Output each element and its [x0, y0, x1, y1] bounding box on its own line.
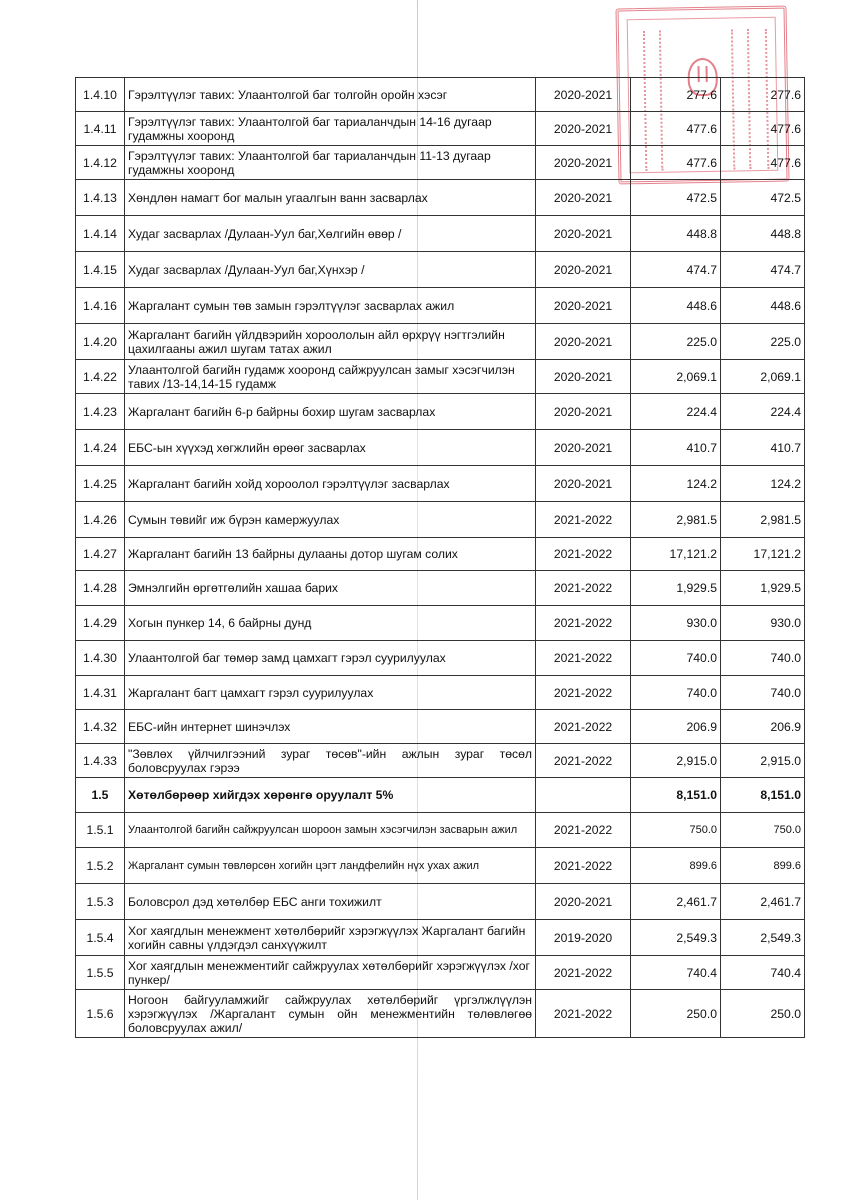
table-row [76, 180, 805, 216]
row-number: 1.5.6 [76, 990, 125, 1038]
table-row [76, 884, 805, 920]
row-amount: 472.5 [631, 180, 721, 216]
table-row [76, 216, 805, 252]
row-total: 740.0 [721, 676, 805, 710]
row-amount: 224.4 [631, 394, 721, 430]
row-description: Жаргалант багийн 6-р байрны бохир шугам засварлах [125, 394, 536, 430]
table-row [76, 112, 805, 146]
row-description: Жаргалант сумын төв замын гэрэлтүүлэг засварлах ажил [125, 288, 536, 324]
row-number: 1.4.33 [76, 744, 125, 778]
row-number: 1.4.14 [76, 216, 125, 252]
row-total: 2,461.7 [721, 884, 805, 920]
row-number: 1.5.4 [76, 920, 125, 956]
row-period: 2020-2021 [536, 360, 631, 394]
row-total: 17,121.2 [721, 538, 805, 571]
table-row [76, 813, 805, 848]
row-description: Хөтөлбөрөөр хийгдэх хөрөнгө оруулалт 5% [125, 778, 536, 813]
table-row [76, 990, 805, 1038]
row-period: 2021-2022 [536, 813, 631, 848]
row-number: 1.4.13 [76, 180, 125, 216]
row-amount: 124.2 [631, 466, 721, 502]
row-total: 410.7 [721, 430, 805, 466]
row-period: 2020-2021 [536, 252, 631, 288]
row-amount: 740.0 [631, 641, 721, 676]
row-period: 2020-2021 [536, 394, 631, 430]
row-period: 2020-2021 [536, 146, 631, 180]
row-total: 477.6 [721, 112, 805, 146]
row-description: Хогын пункер 14, 6 байрны дунд [125, 606, 536, 641]
row-total: 930.0 [721, 606, 805, 641]
table-row [76, 710, 805, 744]
row-description: Гэрэлтүүлэг тавих: Улаантолгой баг толгойн оройн хэсэг [125, 78, 536, 112]
row-amount: 477.6 [631, 146, 721, 180]
row-amount: 2,981.5 [631, 502, 721, 538]
row-total: 2,549.3 [721, 920, 805, 956]
row-description: Жаргалант сумын төвлөрсөн хогийн цэгт ландфелийн нүх ухах ажил [125, 848, 536, 884]
row-number: 1.4.32 [76, 710, 125, 744]
row-total: 477.6 [721, 146, 805, 180]
row-number: 1.4.10 [76, 78, 125, 112]
row-amount: 930.0 [631, 606, 721, 641]
row-period: 2021-2022 [536, 502, 631, 538]
row-amount: 277.6 [631, 78, 721, 112]
row-period: 2020-2021 [536, 288, 631, 324]
row-period: 2019-2020 [536, 920, 631, 956]
row-period: 2020-2021 [536, 216, 631, 252]
row-number: 1.4.25 [76, 466, 125, 502]
row-number: 1.4.27 [76, 538, 125, 571]
row-total: 899.6 [721, 848, 805, 884]
row-amount: 740.4 [631, 956, 721, 990]
row-number: 1.5.3 [76, 884, 125, 920]
row-description: Худаг засварлах /Дулаан-Уул баг,Хөлгийн өвөр / [125, 216, 536, 252]
row-description: Сумын төвийг иж бүрэн камержуулах [125, 502, 536, 538]
row-description: Жаргалант багт цамхагт гэрэл суурилуулах [125, 676, 536, 710]
row-period: 2020-2021 [536, 884, 631, 920]
row-period: 2021-2022 [536, 676, 631, 710]
row-period: 2020-2021 [536, 112, 631, 146]
table-row [76, 324, 805, 360]
row-description: ЕБС-ын хүүхэд хөгжлийн өрөөг засварлах [125, 430, 536, 466]
row-total: 2,915.0 [721, 744, 805, 778]
row-amount: 2,549.3 [631, 920, 721, 956]
row-description: Улаантолгой багийн сайжруулсан шороон замын хэсэгчилэн засварын ажил [125, 813, 536, 848]
row-amount: 2,069.1 [631, 360, 721, 394]
table-row [76, 288, 805, 324]
row-description: Гэрэлтүүлэг тавих: Улаантолгой баг тариаланчдын 14-16 дугаар гудамжны хооронд [125, 112, 536, 146]
row-total: 740.0 [721, 641, 805, 676]
row-description: Хог хаягдлын менежментийг сайжруулах хөтөлбөрийг хэрэгжүүлэх /хог пункер/ [125, 956, 536, 990]
row-period: 2021-2022 [536, 571, 631, 606]
table-row [76, 502, 805, 538]
row-period: 2021-2022 [536, 538, 631, 571]
row-period: 2021-2022 [536, 956, 631, 990]
table-row [76, 78, 805, 112]
table-row [76, 394, 805, 430]
row-number: 1.4.24 [76, 430, 125, 466]
table-row [76, 641, 805, 676]
row-amount: 410.7 [631, 430, 721, 466]
table-row [76, 466, 805, 502]
row-period: 2020-2021 [536, 466, 631, 502]
row-number: 1.4.30 [76, 641, 125, 676]
row-number: 1.4.23 [76, 394, 125, 430]
table-row [76, 956, 805, 990]
row-amount: 899.6 [631, 848, 721, 884]
row-description: Жаргалант багийн 13 байрны дулааны дотор шугам солих [125, 538, 536, 571]
row-description: Ногоон байгууламжийг сайжруулах хөтөлбөрийг үргэлжлүүлэн хэрэгжүүлэх /Жаргалант сумын ойн менежментийн төлөвлөгөө боловсруулах ажил/ [125, 990, 536, 1038]
table-row [76, 146, 805, 180]
row-amount: 2,915.0 [631, 744, 721, 778]
row-period: 2021-2022 [536, 990, 631, 1038]
row-total: 1,929.5 [721, 571, 805, 606]
row-number: 1.4.26 [76, 502, 125, 538]
row-description: Улаантолгой багийн гудамж хооронд сайжруулсан замыг хэсэгчилэн тавих /13-14,14-15 гудамж [125, 360, 536, 394]
row-description: Гэрэлтүүлэг тавих: Улаантолгой баг тариаланчдын 11-13 дугаар гудамжны хооронд [125, 146, 536, 180]
row-total: 225.0 [721, 324, 805, 360]
row-number: 1.4.28 [76, 571, 125, 606]
row-amount: 225.0 [631, 324, 721, 360]
row-description: Улаантолгой баг төмөр замд цамхагт гэрэл суурилуулах [125, 641, 536, 676]
row-total: 277.6 [721, 78, 805, 112]
row-amount: 740.0 [631, 676, 721, 710]
row-total: 448.8 [721, 216, 805, 252]
table-row [76, 920, 805, 956]
investment-table [75, 77, 805, 1038]
row-description: Жаргалант багийн хойд хороолол гэрэлтүүлэг засварлах [125, 466, 536, 502]
row-description: ЕБС-ийн интернет шинэчлэх [125, 710, 536, 744]
row-period: 2021-2022 [536, 710, 631, 744]
row-period: 2020-2021 [536, 78, 631, 112]
table-row [76, 744, 805, 778]
row-number: 1.5.2 [76, 848, 125, 884]
row-period: 2021-2022 [536, 606, 631, 641]
row-description: Жаргалант багийн үйлдвэрийн хороололын айл өрхрүү нэгтгэлийн цахилгааны ажил шугам татах ажил [125, 324, 536, 360]
row-period: 2020-2021 [536, 324, 631, 360]
row-total: 740.4 [721, 956, 805, 990]
row-total: 124.2 [721, 466, 805, 502]
row-amount: 477.6 [631, 112, 721, 146]
row-description: Худаг засварлах /Дулаан-Уул баг,Хүнхэр / [125, 252, 536, 288]
row-total: 250.0 [721, 990, 805, 1038]
row-description: Хөндлөн намагт бог малын угаалгын ванн засварлах [125, 180, 536, 216]
row-number: 1.4.12 [76, 146, 125, 180]
row-description: Хог хаягдлын менежмент хөтөлбөрийг хэрэгжүүлэх Жаргалант багийн хогийн савны үлдэгдэл санхүүжилт [125, 920, 536, 956]
row-number: 1.4.15 [76, 252, 125, 288]
row-amount: 448.8 [631, 216, 721, 252]
row-total: 474.7 [721, 252, 805, 288]
row-period: 2020-2021 [536, 430, 631, 466]
table-row [76, 571, 805, 606]
row-number: 1.5.1 [76, 813, 125, 848]
row-amount: 750.0 [631, 813, 721, 848]
row-number: 1.5.5 [76, 956, 125, 990]
table-row [76, 778, 805, 813]
investment-table-body [76, 78, 805, 1038]
table-row [76, 676, 805, 710]
table-row [76, 430, 805, 466]
row-total: 224.4 [721, 394, 805, 430]
row-total: 8,151.0 [721, 778, 805, 813]
row-total: 206.9 [721, 710, 805, 744]
row-amount: 17,121.2 [631, 538, 721, 571]
table-row [76, 538, 805, 571]
row-total: 472.5 [721, 180, 805, 216]
row-number: 1.4.20 [76, 324, 125, 360]
table-row [76, 848, 805, 884]
row-period [536, 778, 631, 813]
row-amount: 448.6 [631, 288, 721, 324]
row-number: 1.4.11 [76, 112, 125, 146]
row-amount: 206.9 [631, 710, 721, 744]
row-description: "Зөвлөх үйлчилгээний зураг төсөв"-ийн ажлын зураг төсөл боловсруулах гэрээ [125, 744, 536, 778]
row-total: 448.6 [721, 288, 805, 324]
row-amount: 1,929.5 [631, 571, 721, 606]
row-period: 2021-2022 [536, 848, 631, 884]
row-number: 1.4.31 [76, 676, 125, 710]
row-number: 1.5 [76, 778, 125, 813]
row-description: Боловсрол дэд хөтөлбөр ЕБС анги тохижилт [125, 884, 536, 920]
row-amount: 2,461.7 [631, 884, 721, 920]
table-row [76, 252, 805, 288]
row-number: 1.4.16 [76, 288, 125, 324]
table-row [76, 360, 805, 394]
row-period: 2020-2021 [536, 180, 631, 216]
row-number: 1.4.29 [76, 606, 125, 641]
row-period: 2021-2022 [536, 744, 631, 778]
row-total: 2,981.5 [721, 502, 805, 538]
row-total: 2,069.1 [721, 360, 805, 394]
row-amount: 474.7 [631, 252, 721, 288]
table-row [76, 606, 805, 641]
row-amount: 250.0 [631, 990, 721, 1038]
row-period: 2021-2022 [536, 641, 631, 676]
row-description: Эмнэлгийн өргөтгөлийн хашаа барих [125, 571, 536, 606]
row-total: 750.0 [721, 813, 805, 848]
row-number: 1.4.22 [76, 360, 125, 394]
row-amount: 8,151.0 [631, 778, 721, 813]
